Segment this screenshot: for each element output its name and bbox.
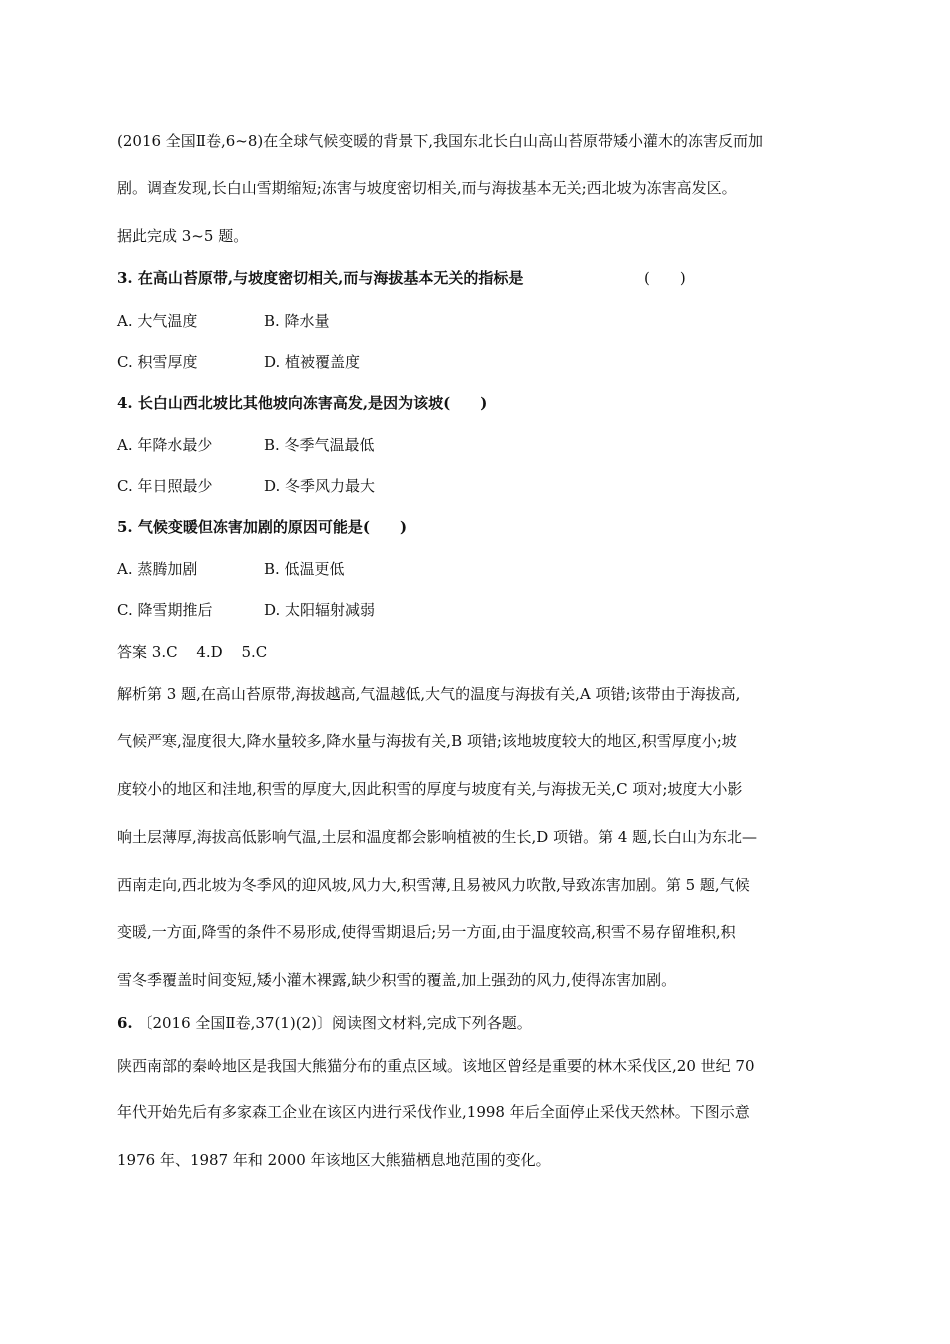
option-5a: A. 蒸腾加剧 [117, 560, 198, 578]
intro-line-2: 剧。调查发现,长白山雪期缩短;冻害与坡度密切相关,而与海拔基本无关;西北坡为冻害高发区。 [117, 179, 737, 197]
intro-line-1: (2016 全国Ⅱ卷,6~8)在全球气候变暖的背景下,我国东北长白山高山苔原带矮小灌木的冻害反而加 [117, 132, 764, 150]
material-line-2: 年代开始先后有多家森工企业在该区内进行采伐作业,1998 年后全面停止采伐天然林。下图示意 [117, 1103, 750, 1121]
question-3-paren: ( ) [644, 269, 686, 287]
question-6 [117, 1013, 532, 1033]
question-3 [117, 268, 817, 288]
intro-line-3: 据此完成 3~5 题。 [117, 227, 249, 245]
answer-line [117, 642, 267, 662]
question-6-stem: 〔2016 全国Ⅱ卷,37(1)(2)〕阅读图文材料,完成下列各题。 [137, 1014, 532, 1032]
question-6-number: 6. [117, 1014, 133, 1032]
question-4-options-row-2 [117, 476, 517, 496]
option-4d: D. 冬季风力最大 [264, 477, 376, 495]
option-3a: A. 大气温度 [117, 312, 198, 330]
question-4-stem: 4. 长白山西北坡比其他坡向冻害高发,是因为该坡( ) [117, 394, 488, 412]
question-5-options-row-1 [117, 559, 517, 579]
material-line-1: 陕西南部的秦岭地区是我国大熊猫分布的重点区域。该地区曾经是重要的林木采伐区,20 世纪 70 [117, 1057, 755, 1075]
question-3-options-row-1 [117, 311, 517, 331]
answer-3: 3.C [151, 643, 178, 661]
question-5 [117, 517, 407, 537]
question-5-stem: 5. 气候变暖但冻害加剧的原因可能是( ) [117, 518, 408, 536]
analysis-line-5: 西南走向,西北坡为冬季风的迎风坡,风力大,积雪薄,且易被风力吹散,导致冻害加剧。第 5 题,气候 [117, 876, 750, 894]
option-3b: B. 降水量 [264, 312, 330, 330]
option-4a: A. 年降水最少 [117, 436, 213, 454]
question-4 [117, 393, 487, 413]
option-5b: B. 低温更低 [264, 560, 345, 578]
option-3c: C. 积雪厚度 [117, 353, 198, 371]
option-4c: C. 年日照最少 [117, 477, 213, 495]
question-3-options-row-2 [117, 352, 517, 372]
analysis-line-2: 气候严寒,湿度很大,降水量较多,降水量与海拔有关,B 项错;该地坡度较大的地区,积雪厚度小;坡 [117, 732, 737, 750]
question-4-options-row-1 [117, 435, 517, 455]
analysis-line-7: 雪冬季覆盖时间变短,矮小灌木裸露,缺少积雪的覆盖,加上强劲的风力,使得冻害加剧。 [117, 971, 677, 989]
option-5d: D. 太阳辐射减弱 [264, 601, 376, 619]
question-3-stem: 3. 在高山苔原带,与坡度密切相关,而与海拔基本无关的指标是 [117, 269, 524, 287]
option-3d: D. 植被覆盖度 [264, 353, 361, 371]
option-5c: C. 降雪期推后 [117, 601, 213, 619]
material-line-3: 1976 年、1987 年和 2000 年该地区大熊猫栖息地范围的变化。 [117, 1151, 551, 1169]
analysis-line-1: 解析第 3 题,在高山苔原带,海拔越高,气温越低,大气的温度与海拔有关,A 项错;该带由于海拔高, [117, 685, 741, 703]
answer-4: 4.D [196, 643, 223, 661]
question-5-options-row-2 [117, 600, 517, 620]
analysis-line-3: 度较小的地区和洼地,积雪的厚度大,因此积雪的厚度与坡度有关,与海拔无关,C 项对;坡度大小影 [117, 780, 743, 798]
analysis-line-4: 响土层薄厚,海拔高低影响气温,土层和温度都会影响植被的生长,D 项错。第 4 题,长白山为东北— [117, 828, 757, 846]
option-4b: B. 冬季气温最低 [264, 436, 375, 454]
answer-5: 5.C [241, 643, 268, 661]
analysis-line-6: 变暖,一方面,降雪的条件不易形成,使得雪期退后;另一方面,由于温度较高,积雪不易存留堆积,积 [117, 923, 736, 941]
answer-label: 答案 [117, 643, 148, 661]
